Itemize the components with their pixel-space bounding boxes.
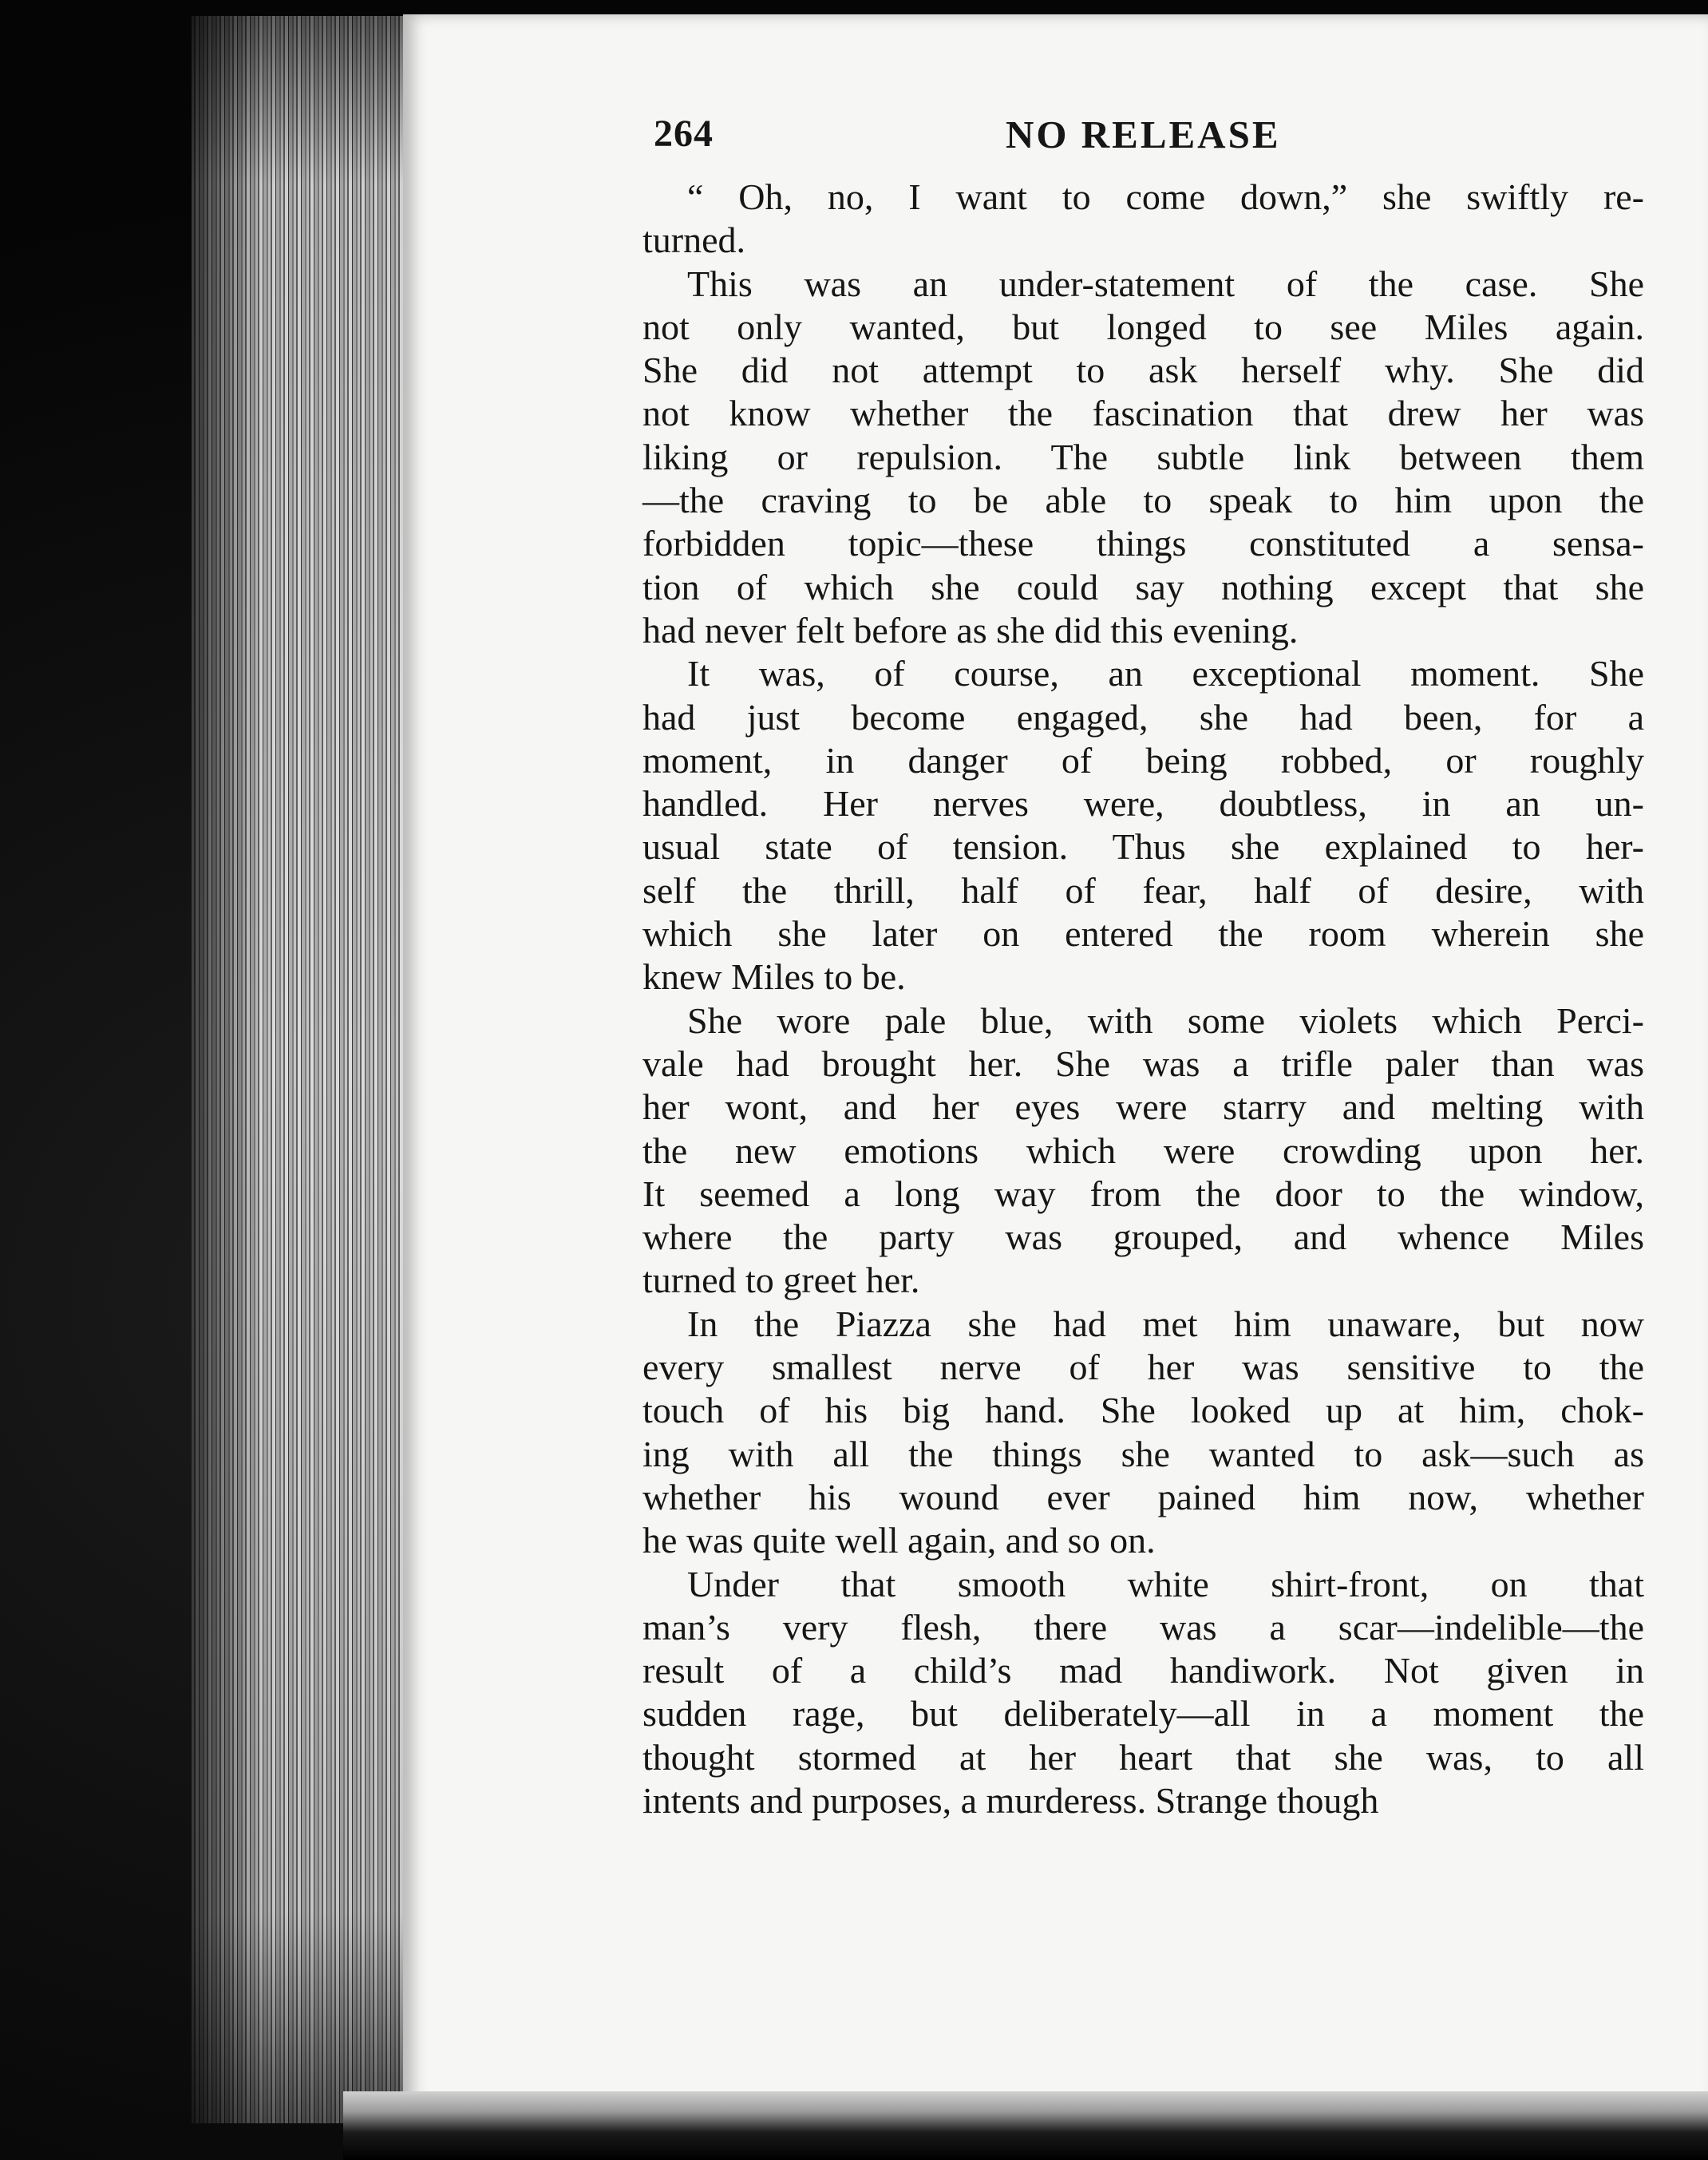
text-line: —the craving to be able to speak to him upon the	[642, 480, 1644, 521]
book-bottom-edge	[343, 2091, 1708, 2160]
text-line: She did not attempt to ask herself why. She did	[642, 350, 1644, 391]
text-line: touch of his big hand. She looked up at him, chok-	[642, 1390, 1644, 1431]
page-text-block	[642, 112, 1644, 1822]
text-line: sudden rage, but deliberately—all in a moment the	[642, 1693, 1644, 1735]
text-line: ing with all the things she wanted to ask—such as	[642, 1433, 1644, 1474]
text-line: It was, of course, an exceptional moment. She	[687, 653, 1644, 694]
text-line: where the party was grouped, and whence Miles	[642, 1216, 1644, 1258]
text-line: forbidden topic—these things constituted a sensa-	[642, 523, 1644, 564]
text-line: turned.	[642, 220, 746, 261]
text-line: Under that smooth white shirt-front, on that	[687, 1563, 1644, 1604]
body-text	[642, 176, 1644, 1822]
text-line: usual state of tension. Thus she explained to her-	[642, 826, 1644, 868]
text-line: vale had brought her. She was a trifle paler than was	[642, 1042, 1644, 1084]
running-title: NO RELEASE	[1006, 113, 1281, 156]
text-line: every smallest nerve of her was sensitive to the	[642, 1347, 1644, 1388]
text-line: knew Miles to be.	[642, 956, 906, 998]
text-line: not know whether the fascination that drew her was	[642, 393, 1644, 434]
text-line: It seemed a long way from the door to the window,	[642, 1173, 1644, 1214]
text-line: had just become engaged, she had been, for a	[642, 696, 1644, 738]
text-line: whether his wound ever pained him now, whether	[642, 1476, 1644, 1517]
page-number: 264	[654, 113, 714, 155]
text-line: intents and purposes, a murderess. Strange though	[642, 1779, 1379, 1821]
text-line: had never felt before as she did this evening.	[642, 609, 1299, 651]
paragraph	[642, 652, 1644, 999]
text-line: thought stormed at her heart that she was, to all	[642, 1736, 1644, 1778]
text-line: moment, in danger of being robbed, or roughly	[642, 739, 1644, 781]
text-line: he was quite well again, and so on.	[642, 1520, 1156, 1561]
text-line: handled. Her nerves were, doubtless, in an un-	[642, 783, 1644, 825]
text-line: tion of which she could say nothing except that she	[642, 566, 1644, 607]
text-line: result of a child’s mad handiwork. Not given in	[642, 1650, 1644, 1691]
running-head	[642, 112, 1644, 176]
text-line: not only wanted, but longed to see Miles again.	[642, 306, 1644, 347]
paragraph	[642, 176, 1644, 263]
paragraph	[642, 1303, 1644, 1563]
text-line: which she later on entered the room wherein she	[642, 913, 1644, 955]
text-line: her wont, and her eyes were starry and melting with	[642, 1086, 1644, 1128]
paragraph	[642, 999, 1644, 1303]
text-line: She wore pale blue, with some violets which Perci-	[687, 999, 1644, 1041]
text-line: This was an under-statement of the case. She	[687, 263, 1644, 304]
paragraph	[642, 263, 1644, 653]
text-line: In the Piazza she had met him unaware, but now	[687, 1303, 1644, 1344]
text-line: man’s very flesh, there was a scar—indelible—the	[642, 1606, 1644, 1648]
paragraph	[642, 1563, 1644, 1823]
text-line: turned to greet her.	[642, 1260, 920, 1301]
book-page-edges	[192, 16, 407, 2123]
text-line: “ Oh, no, I want to come down,” she swiftly re-	[687, 176, 1644, 217]
text-line: self the thrill, half of fear, half of desire, with	[642, 869, 1644, 911]
text-line: the new emotions which were crowding upon her.	[642, 1129, 1644, 1171]
text-line: liking or repulsion. The subtle link between them	[642, 436, 1644, 477]
